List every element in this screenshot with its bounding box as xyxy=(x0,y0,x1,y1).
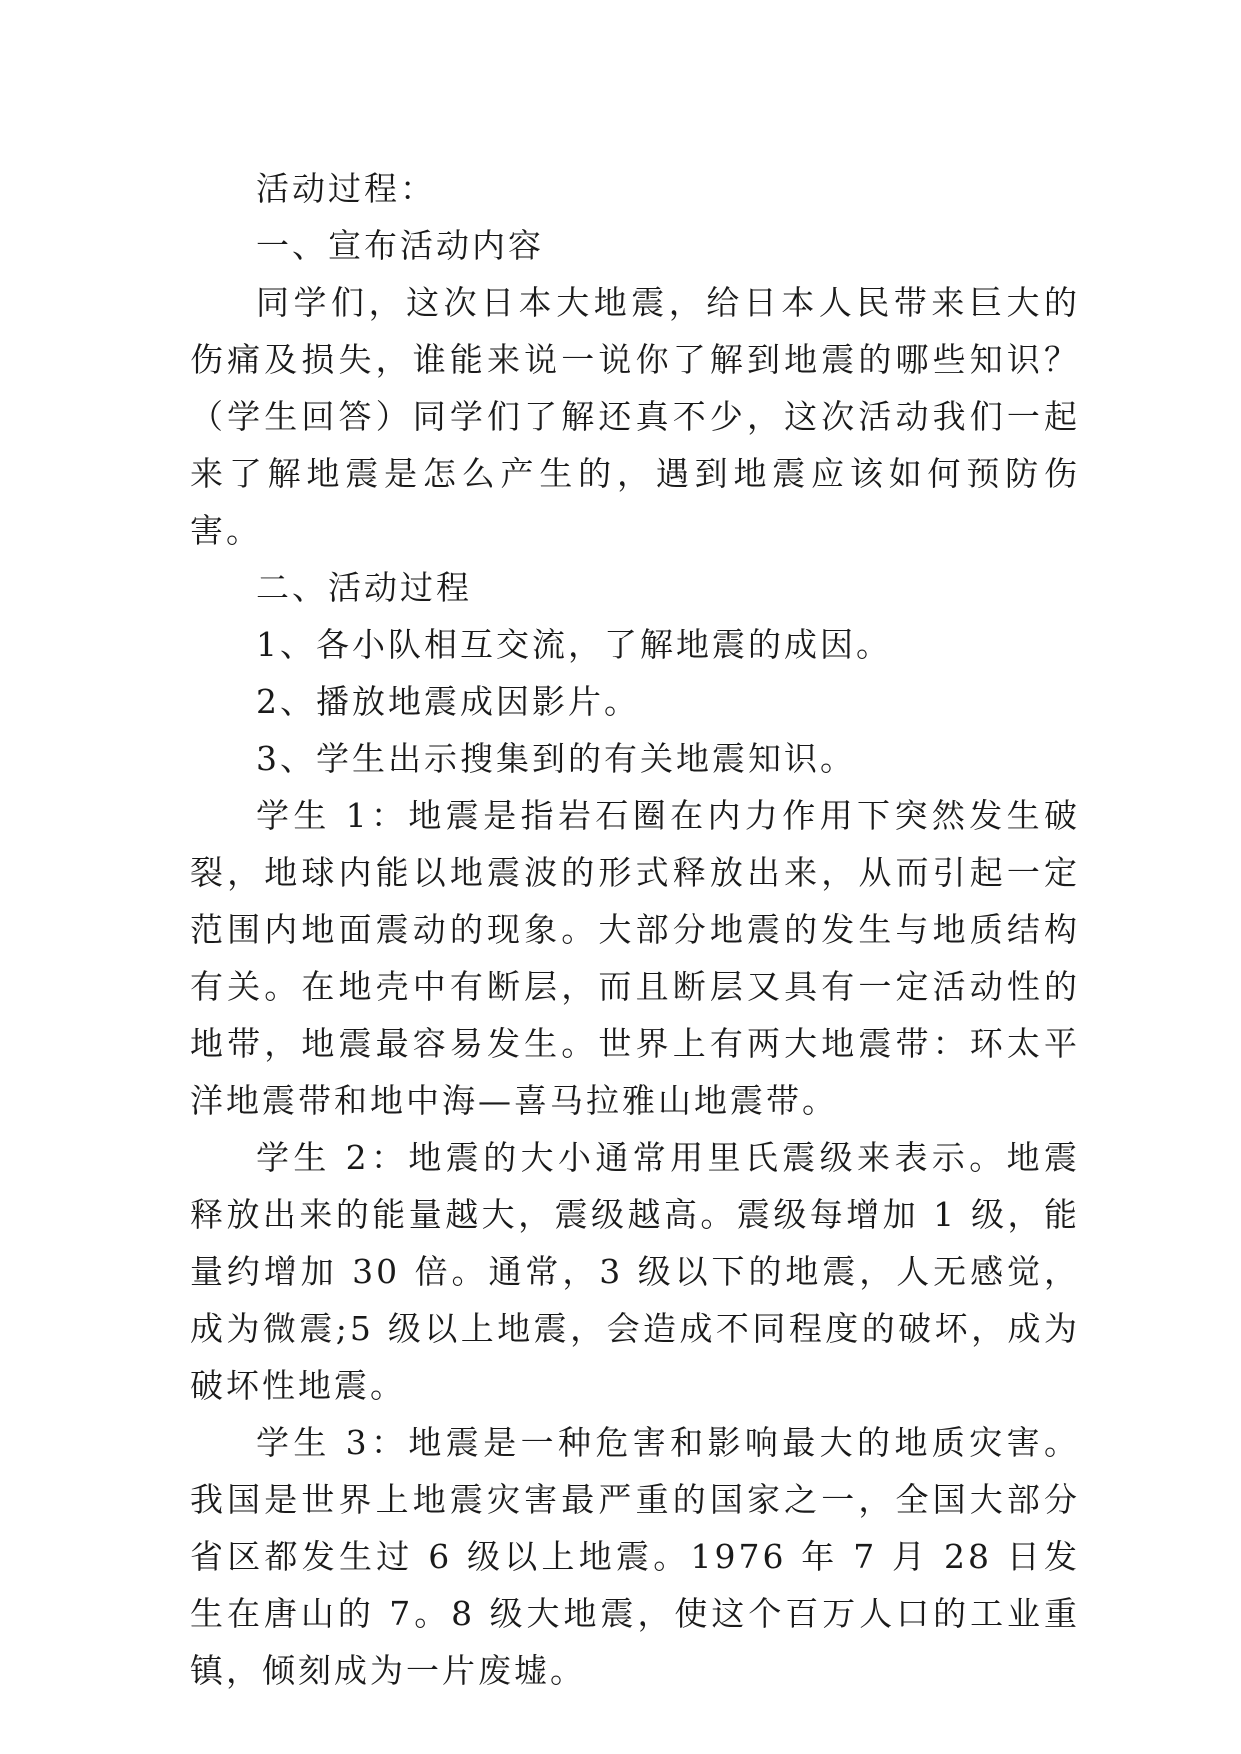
list-item-1: 1、各小队相互交流，了解地震的成因。 xyxy=(256,625,892,664)
section-heading-announce: 一、宣布活动内容 xyxy=(256,226,544,265)
paragraph-student-1: 学生 1：地震是指岩石圈在内力作用下突然发生破裂，地球内能以地震波的形式释放出来，从而引起一定范围内地面震动的现象。大部分地震的发生与地质结构有关。在地壳中有断层，而且断层又具有一定活动性的地带，地震最容易发生。世界上有两大地震带：环太平洋地震带和地中海—喜马拉雅山地震带。 xyxy=(190,796,1080,1120)
list-item-3: 3、学生出示搜集到的有关地震知识。 xyxy=(256,739,856,778)
section-heading-process: 二、活动过程 xyxy=(256,568,472,607)
list-item-2: 2、播放地震成因影片。 xyxy=(256,682,640,721)
paragraph-student-3: 学生 3：地震是一种危害和影响最大的地质灾害。我国是世界上地震灾害最严重的国家之一，全国大部分省区都发生过 6 级以上地震。1976 年 7 月 28 日发生在唐山的 7。8 级大地震，使这个百万人口的工业重镇，倾刻成为一片废墟。 xyxy=(190,1423,1080,1690)
paragraph-student-2: 学生 2：地震的大小通常用里氏震级来表示。地震释放出来的能量越大，震级越高。震级每增加 1 级，能量约增加 30 倍。通常，3 级以下的地震，人无感觉，成为微震;5 级以上地震，会造成不同程度的破坏，成为破坏性地震。 xyxy=(190,1138,1080,1405)
heading-activity-process: 活动过程： xyxy=(256,169,436,208)
paragraph-intro: 同学们，这次日本大地震，给日本人民带来巨大的伤痛及损失，谁能来说一说你了解到地震的哪些知识？（学生回答）同学们了解还真不少，这次活动我们一起来了解地震是怎么产生的，遇到地震应该如何预防伤害。 xyxy=(190,283,1080,550)
document-body xyxy=(190,160,1080,1699)
